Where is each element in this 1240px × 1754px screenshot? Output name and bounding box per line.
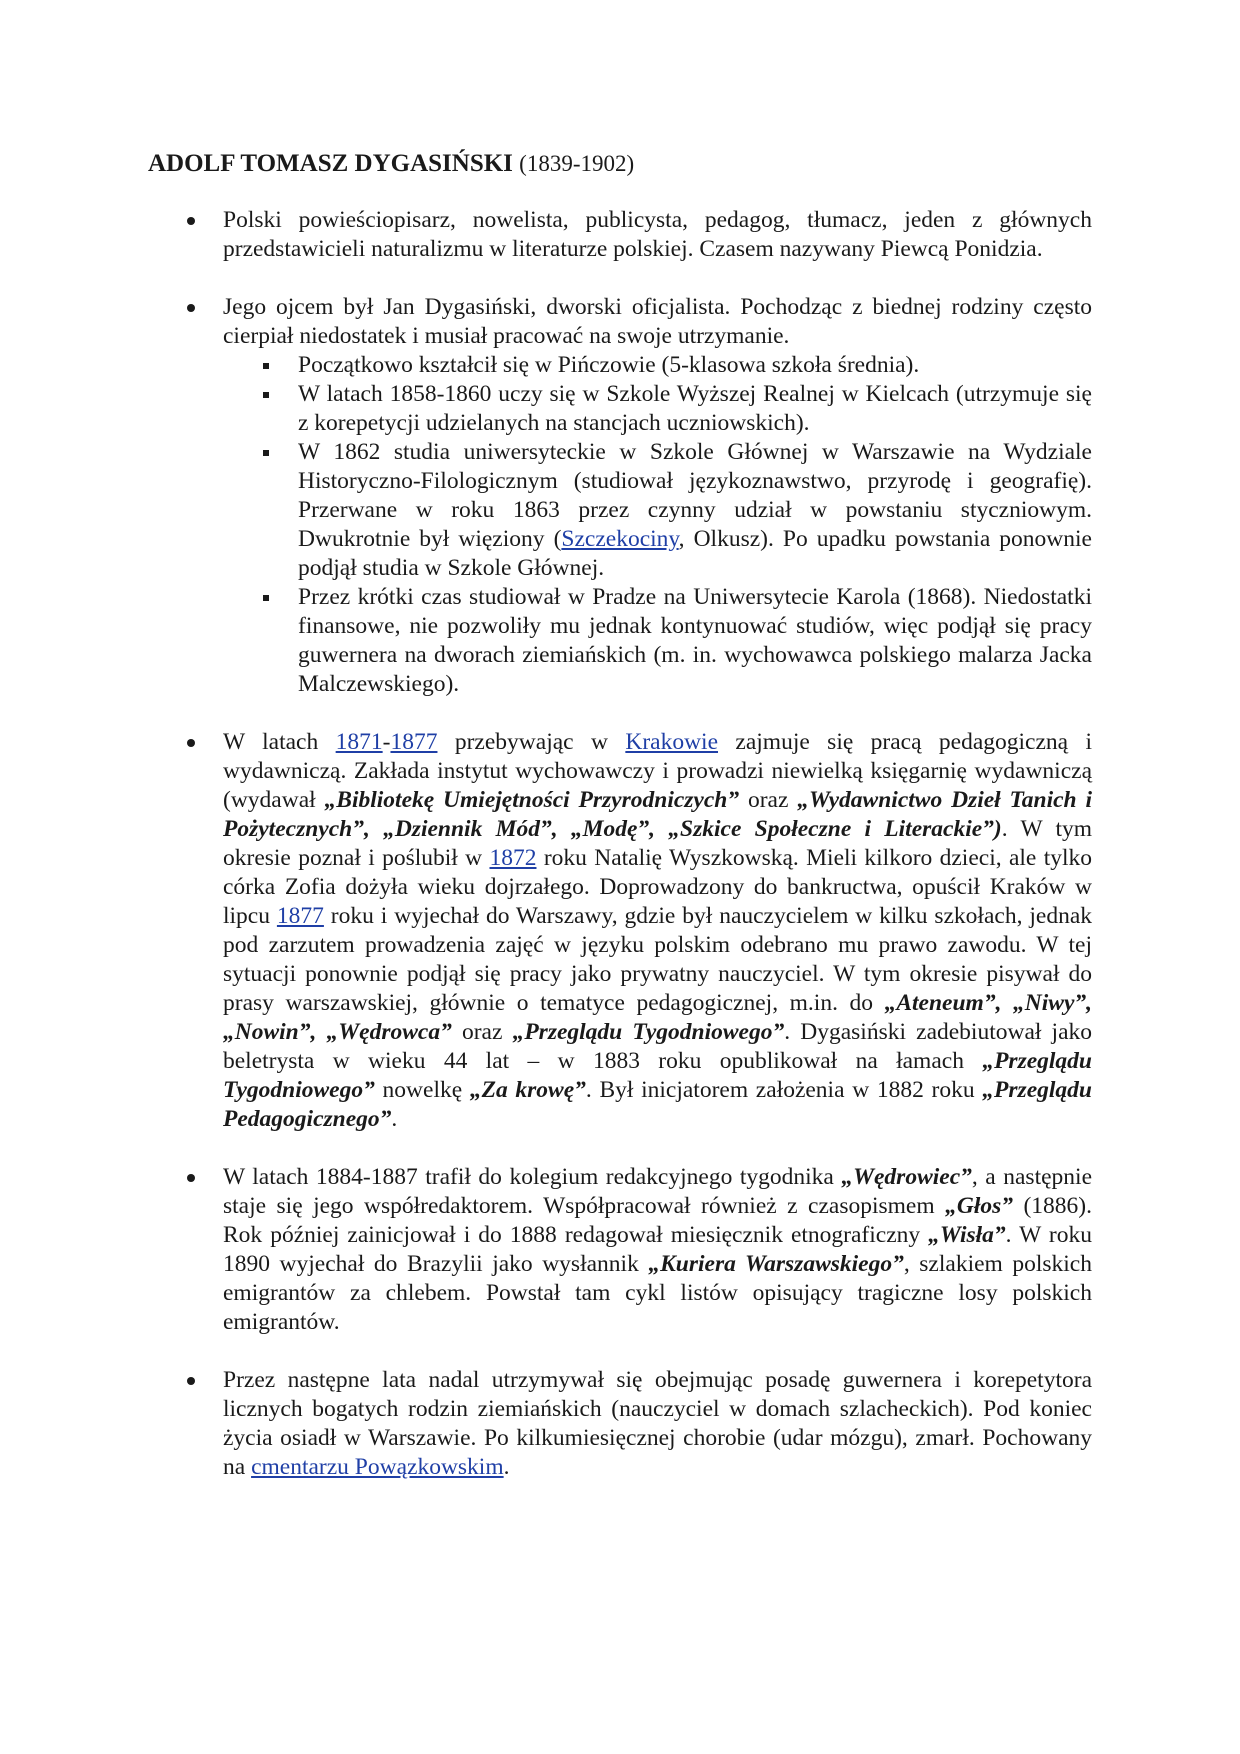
title-italic: „Wydawnictwo Dzieł Tanich i Pożytecznych”, „Dziennik Mód”, „Modę”, „Szkice Społeczne i Literackie”) [223, 787, 1092, 842]
text: oraz [739, 787, 798, 813]
sub-item-text: , Olkusz). Po upadku powstania ponownie podjął studia w Szkole Głównej. [298, 526, 1092, 581]
text: . W roku 1890 wyjechał do Brazylii jako wysłannik [223, 1222, 1092, 1277]
text: Przez następne lata nadal utrzymywał się obejmując posadę guwernera i korepetytora licznych bogatych rodzin ziemiańskich (nauczyciel w domach szlacheckich). Pod koniec życia osiadł w Warszawie. Po kilkumiesięcznej chorobie (udar mózgu), zmarł. Pochowany na [223, 1367, 1092, 1480]
sub-item-text: Początkowo kształcił się w Pińczowie (5-klasowa szkoła średnia). [298, 352, 920, 378]
family-text: Jego ojcem był Jan Dygasiński, dworski oficjalista. Pochodząc z biednej rodziny często cierpiał niedostatek i musiał pracować na swoje utrzymanie. [223, 294, 1092, 349]
text: oraz [451, 1019, 513, 1045]
sub-item-text: Przez krótki czas studiował w Pradze na Uniwersytecie Karola (1868). Niedostatki finansowe, nie pozwoliły mu jednak kontynuować studiów, więc podjął się pracy guwernera na dworach ziemiańskich (m. in. wychowawca polskiego malarza Jacka Malczewskiego). [298, 584, 1092, 697]
title-italic: „Przeglądu Tygodniowego” [223, 1048, 1092, 1103]
bullet-late-life [148, 1366, 1092, 1482]
text: (1886). Rok później zainicjował i do 1888 redagował miesięcznik etnograficzny [223, 1193, 1092, 1248]
text: roku Natalię Wyszkowską. Mieli kilkoro dzieci, ale tylko córka Zofia dożyła wieku dojrzałego. Doprowadzony do bankructwa, opuścił Kraków w lipcu [223, 845, 1092, 929]
sub-item-kielce [148, 380, 1092, 438]
text: W latach 1884-1887 trafił do kolegium redakcyjnego tygodnika [223, 1164, 842, 1190]
text: - [382, 729, 391, 755]
link-1872[interactable]: 1872 [489, 845, 537, 871]
text: . [503, 1454, 510, 1480]
title-italic: „Przeglądu Tygodniowego” [512, 1019, 785, 1045]
title-italic: „Przeglądu Pedagogicznego” [223, 1077, 1092, 1132]
text: , a następnie staje się jego współredaktorem. Współpracował również z czasopismem [223, 1164, 1092, 1219]
sub-item-praga [148, 583, 1092, 699]
bullet-krakow [148, 728, 1092, 1134]
link-krakowie[interactable]: Krakowie [625, 729, 719, 755]
text: . W tym okresie poznał i poślubił w [223, 816, 1093, 871]
text: przebywając w [437, 729, 626, 755]
sub-item-warszawa [148, 438, 1092, 583]
text: roku i wyjechał do Warszawy, gdzie był nauczycielem w kilku szkołach, jednak pod zarzutem prowadzenia zajęć w języku polskim odebrano mu prawo zawodu. W tej sytuacji ponownie podjął się pracy jako prywatny nauczyciel. W tym okresie pisywał do prasy warszawskiej, głównie o tematyce pedagogicznej, m.in. do [223, 903, 1092, 1016]
text: . [391, 1106, 398, 1132]
link-1877[interactable]: 1877 [390, 729, 438, 755]
document-page [148, 148, 1092, 1511]
text: zajmuje się pracą pedagogiczną i wydawniczą. Zakłada instytut wychowawczy i prowadzi niewielką księgarnię wydawniczą (wydawał [223, 729, 1093, 813]
sub-item-pinczow [148, 351, 1092, 380]
bullet-list [148, 206, 1092, 1482]
title-italic: „Ateneum”, „Niwy”, „Nowin”, „Wędrowca” [223, 990, 1093, 1045]
link-1871[interactable]: 1871 [335, 729, 383, 755]
title-italic: „Za krowę” [469, 1077, 586, 1103]
title-italic: „Głos” [945, 1193, 1013, 1219]
sub-item-text: W latach 1858-1860 uczy się w Szkole Wyższej Realnej w Kielcach (utrzymuje się z korepetycji udzielanych na stancjach uczniowskich). [298, 381, 1092, 436]
bullet-intro [148, 206, 1092, 264]
title-italic: „Wędrowiec” [841, 1164, 972, 1190]
link-cmentarz[interactable]: cmentarzu Powązkowskim [251, 1454, 504, 1480]
title-italic: „Bibliotekę Umiejętności Przyrodniczych” [324, 787, 740, 813]
text: W latach [223, 729, 336, 755]
link-szczekociny[interactable]: Szczekociny [561, 526, 679, 552]
bullet-wedrowiec [148, 1163, 1092, 1337]
sub-item-text: W 1862 studia uniwersyteckie w Szkole Głównej w Warszawie na Wydziale Historyczno-Filologicznym (studiował językoznawstwo, przyrodę i geografię). Przerwane w roku 1863 przez czynny udział w powstaniu styczniowym. Dwukrotnie był więziony ( [298, 439, 1092, 552]
text: . Był inicjatorem założenia w 1882 roku [585, 1077, 983, 1103]
text: nowelkę [374, 1077, 470, 1103]
author-name: ADOLF TOMASZ DYGASIŃSKI [148, 150, 513, 177]
title-italic: „Wisła” [928, 1222, 1006, 1248]
title-italic: „Kuriera Warszawskiego” [648, 1251, 904, 1277]
document-title [148, 148, 1092, 180]
text: , szlakiem polskich emigrantów za chlebem. Powstał tam cykl listów opisujący tragiczne losy polskich emigrantów. [223, 1251, 1092, 1335]
intro-text: Polski powieściopisarz, nowelista, publicysta, pedagog, tłumacz, jeden z głównych przedstawicieli naturalizmu w literaturze polskiej. Czasem nazywany Piewcą Ponidzia. [223, 207, 1092, 262]
sub-list [223, 351, 1092, 699]
bullet-family [148, 293, 1092, 699]
text: . Dygasiński zadebiutował jako beletrysta w wieku 44 lat – w 1883 roku opublikował na łamach [223, 1019, 1093, 1074]
link-1877-second[interactable]: 1877 [276, 903, 324, 929]
author-years: (1839-1902) [519, 151, 635, 176]
